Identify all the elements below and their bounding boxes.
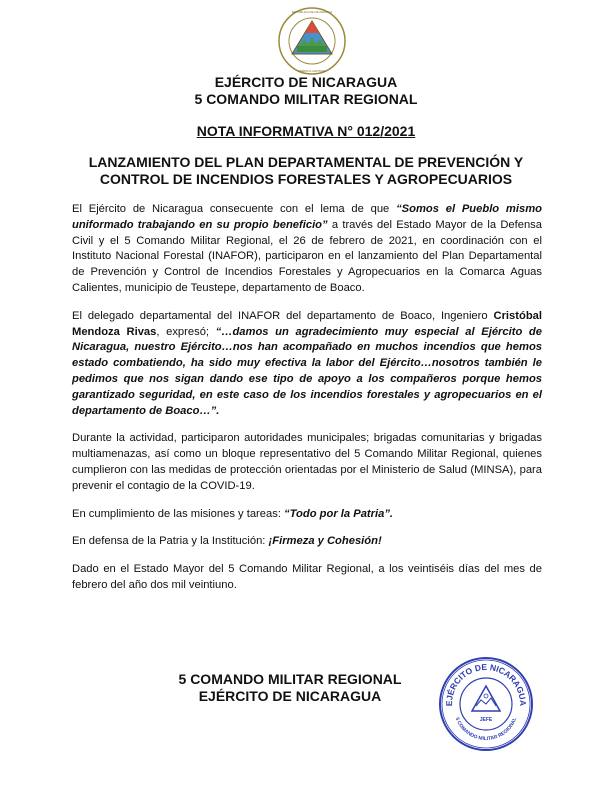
note-title: NOTA INFORMATIVA N° 012/2021: [196, 123, 416, 139]
signature-line-1: 5 COMANDO MILITAR REGIONAL: [178, 671, 402, 687]
paragraph-2-mid: , expresó;: [156, 325, 216, 338]
paragraph-2: [72, 309, 542, 420]
svg-text:JEFE: JEFE: [479, 717, 493, 723]
svg-text:REPÚBLICA DE NICARAGUA: REPÚBLICA DE NICARAGUA: [291, 10, 333, 14]
paragraph-3: Durante la actividad, participaron autoridades municipales; brigadas comunitarias y brigadas multiamenazas, así como un bloque representativo del 5 Comando Militar Regional, quienes cumplieron con las medidas de protección orientadas por el Ministerio de Salud (MINSA), para prevenir el contagio de la COVID-19.: [72, 432, 542, 492]
signature-line-2: EJÉRCITO DE NICARAGUA: [198, 688, 382, 704]
paragraph-1-quote: “Somos el Pueblo mismo uniformado trabajando en su propio beneficio”: [72, 203, 542, 231]
paragraph-5-intro: En defensa de la Patria y la Institución:: [72, 535, 269, 548]
signature-block: [150, 671, 430, 705]
header-line-1: EJÉRCITO DE NICARAGUA: [214, 74, 398, 90]
paragraph-2-name: Cristóbal Mendoza Rivas: [72, 309, 542, 338]
paragraph-1-intro: El Ejército de Nicaragua consecuente con el lema de que: [72, 203, 397, 215]
headline: [60, 154, 552, 188]
document-header: [0, 74, 612, 108]
paragraph-2-quote: “…damos un agradecimiento muy especial al Ejército de Nicaragua, nuestro Ejército…nos han acompañado en muchos incendios que hemos estado combatiendo, ha sido muy efectiva la labor del Ejército…nosotros también le pedimos que nos sigan dando ese tipo de apoyo a los compañeros porque hemos garantizado seguridad, en este caso de los incendios forestales y agropecuarios en el departamento de Boaco…”.: [72, 325, 542, 417]
paragraph-4: [72, 507, 542, 523]
paragraph-5: [72, 534, 542, 550]
headline-line-2: CONTROL DE INCENDIOS FORESTALES Y AGROPECUARIOS: [99, 171, 513, 187]
official-stamp-icon: [438, 656, 534, 752]
svg-text:5 COMANDO MILITAR REGIONAL: 5 COMANDO MILITAR REGIONAL: [453, 716, 519, 743]
paragraph-1-rest: a través del Estado Mayor de la Defensa Civil y el 5 Comando Militar Regional, el 26 de febrero de 2021, en coordinación con el Instituto Nacional Forestal (INAFOR), participaron en el lanzamiento del Plan Departamental de Prevención y Control de Incendios Forestales y Agropecuarios en la Comarca Aguas Calientes, municipio de Teustepe, departamento de Boaco.: [72, 218, 542, 294]
body-text: [72, 202, 542, 594]
paragraph-1: [72, 202, 542, 297]
paragraph-2-intro: El delegado departamental del INAFOR del departamento de Boaco, Ingeniero: [72, 309, 494, 322]
header-line-2: 5 COMANDO MILITAR REGIONAL: [194, 91, 418, 107]
headline-line-1: LANZAMIENTO DEL PLAN DEPARTAMENTAL DE PREVENCIÓN Y: [88, 154, 524, 170]
paragraph-4-quote: “Todo por la Patria”.: [284, 507, 394, 520]
paragraph-6: Dado en el Estado Mayor del 5 Comando Militar Regional, a los veintiséis días del mes de febrero del año dos mil veintiuno.: [72, 563, 542, 591]
svg-text:AMÉRICA CENTRAL: AMÉRICA CENTRAL: [297, 69, 327, 73]
svg-text:EJÉRCITO DE NICARAGUA: EJÉRCITO DE NICARAGUA: [443, 661, 529, 707]
paragraph-5-quote: ¡Firmeza y Cohesión!: [268, 535, 382, 548]
coat-of-arms-icon: [277, 6, 347, 76]
paragraph-4-intro: En cumplimiento de las misiones y tareas:: [72, 507, 285, 520]
